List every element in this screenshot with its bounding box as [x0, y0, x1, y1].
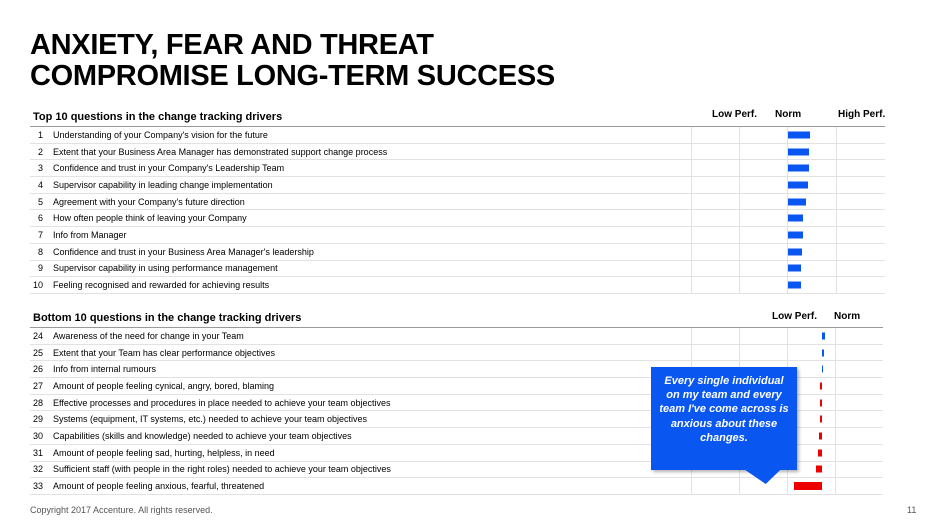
- top-row: [30, 193, 885, 210]
- question-number: 25: [30, 344, 51, 361]
- bar-cell: [835, 478, 883, 495]
- bar-cell: [835, 461, 883, 478]
- bar-cell: [836, 160, 885, 177]
- bar-cell: [787, 478, 835, 495]
- top-row: [30, 227, 885, 244]
- score-bar: [794, 482, 822, 490]
- score-bar: [820, 399, 822, 406]
- bar-cell: [787, 227, 836, 244]
- bar-cell: [836, 143, 885, 160]
- top-row: [30, 177, 885, 194]
- bar-cell: [691, 193, 739, 210]
- bar-cell: [836, 243, 885, 260]
- question-label: How often people think of leaving your Company: [51, 210, 691, 227]
- score-bar: [819, 432, 822, 439]
- bar-cell: [739, 193, 787, 210]
- top-row: [30, 277, 885, 294]
- bar-cell: [691, 260, 739, 277]
- top-col-low-perf: Low Perf.: [712, 109, 758, 120]
- score-bar: [788, 248, 802, 255]
- score-bar: [788, 282, 801, 289]
- bar-cell: [691, 344, 739, 361]
- bar-cell: [691, 177, 739, 194]
- bar-cell: [691, 478, 739, 495]
- question-label: Info from Manager: [51, 227, 691, 244]
- bottom-col-norm: Norm: [834, 311, 861, 322]
- top-row: [30, 243, 885, 260]
- bar-cell: [739, 227, 787, 244]
- question-label: Extent that your Business Area Manager has demonstrated support change process: [51, 143, 691, 160]
- bar-cell: [691, 143, 739, 160]
- bar-cell: [691, 160, 739, 177]
- bar-cell: [739, 160, 787, 177]
- top-row: [30, 143, 885, 160]
- question-label: Amount of people feeling anxious, fearful, threatened: [51, 478, 691, 495]
- question-label: Extent that your Team has clear performance objectives: [51, 344, 691, 361]
- top-table-heading: Top 10 questions in the change tracking drivers: [33, 111, 283, 123]
- bar-cell: [691, 243, 739, 260]
- bar-cell: [739, 328, 787, 344]
- bar-cell: [691, 227, 739, 244]
- bar-cell: [836, 210, 885, 227]
- title-line-2: COMPROMISE LONG-TERM SUCCESS: [30, 60, 555, 92]
- question-label: Confidence and trust in your Company's Leadership Team: [51, 160, 691, 177]
- score-bar: [822, 349, 824, 356]
- bar-cell: [835, 328, 883, 344]
- bar-cell: [836, 177, 885, 194]
- bar-cell: [836, 277, 885, 294]
- score-bar: [788, 198, 806, 205]
- bar-cell: [836, 260, 885, 277]
- copyright-footer: Copyright 2017 Accenture. All rights reserved.: [30, 505, 213, 515]
- bottom-table-heading: Bottom 10 questions in the change tracking drivers: [33, 312, 302, 324]
- score-bar: [822, 366, 823, 373]
- question-label: Info from internal rumours: [51, 361, 691, 378]
- question-label: Supervisor capability in leading change implementation: [51, 177, 691, 194]
- question-number: 1: [30, 127, 51, 143]
- question-label: Understanding of your Company's vision for the future: [51, 127, 691, 143]
- score-bar: [788, 265, 801, 272]
- score-bar: [788, 215, 803, 222]
- bar-cell: [836, 227, 885, 244]
- score-bar: [788, 131, 810, 138]
- question-label: Sufficient staff (with people in the right roles) needed to achieve your team objectives: [51, 461, 691, 478]
- score-bar: [822, 332, 825, 339]
- score-bar: [820, 416, 822, 423]
- page-number: 11: [907, 505, 917, 515]
- question-label: Confidence and trust in your Business Area Manager's leadership: [51, 243, 691, 260]
- score-bar: [820, 382, 822, 389]
- bar-cell: [787, 193, 836, 210]
- bar-cell: [787, 328, 835, 344]
- bar-cell: [835, 444, 883, 461]
- top-col-high-perf: High Perf.: [838, 109, 886, 120]
- bar-cell: [787, 344, 835, 361]
- bar-cell: [836, 127, 885, 143]
- bar-cell: [739, 260, 787, 277]
- question-number: 26: [30, 361, 51, 378]
- bar-cell: [739, 210, 787, 227]
- bar-cell: [739, 277, 787, 294]
- quote-callout-text: Every single individual on my team and every team I've come across is anxious about these changes.: [659, 375, 789, 444]
- question-number: 9: [30, 260, 51, 277]
- question-label: Effective processes and procedures in place needed to achieve your team objectives: [51, 394, 691, 411]
- question-number: 24: [30, 328, 51, 344]
- bar-cell: [835, 394, 883, 411]
- bar-cell: [835, 411, 883, 428]
- question-number: 8: [30, 243, 51, 260]
- bar-cell: [739, 177, 787, 194]
- bar-cell: [835, 344, 883, 361]
- score-bar: [788, 231, 803, 238]
- bar-cell: [739, 143, 787, 160]
- question-label: Capabilities (skills and knowledge) needed to achieve your team objectives: [51, 428, 691, 445]
- question-label: Systems (equipment, IT systems, etc.) needed to achieve your team objectives: [51, 411, 691, 428]
- question-number: 32: [30, 461, 51, 478]
- bar-cell: [835, 378, 883, 395]
- score-bar: [816, 466, 822, 473]
- bottom-row: [30, 344, 883, 361]
- top-questions-table: [30, 127, 885, 294]
- bar-cell: [787, 277, 836, 294]
- bottom-col-low-perf: Low Perf.: [772, 311, 818, 322]
- quote-callout: [651, 367, 797, 470]
- question-label: Awareness of the need for change in your Team: [51, 328, 691, 344]
- question-number: 28: [30, 394, 51, 411]
- bar-cell: [691, 127, 739, 143]
- question-number: 6: [30, 210, 51, 227]
- question-label: Agreement with your Company's future direction: [51, 193, 691, 210]
- question-number: 10: [30, 277, 51, 294]
- score-bar: [818, 449, 822, 456]
- top-row: [30, 160, 885, 177]
- title-line-1: ANXIETY, FEAR AND THREAT: [30, 29, 434, 61]
- question-number: 31: [30, 444, 51, 461]
- top-col-norm: Norm: [775, 109, 802, 120]
- question-number: 7: [30, 227, 51, 244]
- bar-cell: [787, 127, 836, 143]
- bar-cell: [787, 177, 836, 194]
- question-number: 4: [30, 177, 51, 194]
- bar-cell: [739, 243, 787, 260]
- score-bar: [788, 181, 808, 188]
- bar-cell: [691, 328, 739, 344]
- question-label: Amount of people feeling cynical, angry, bored, blaming: [51, 378, 691, 395]
- question-number: 3: [30, 160, 51, 177]
- bar-cell: [739, 127, 787, 143]
- bottom-row: [30, 328, 883, 344]
- question-number: 27: [30, 378, 51, 395]
- bar-cell: [739, 344, 787, 361]
- bar-cell: [787, 143, 836, 160]
- bar-cell: [836, 193, 885, 210]
- bar-cell: [691, 277, 739, 294]
- slide-title: [30, 30, 555, 92]
- question-number: 29: [30, 411, 51, 428]
- question-number: 5: [30, 193, 51, 210]
- question-label: Feeling recognised and rewarded for achieving results: [51, 277, 691, 294]
- quote-callout-pointer: [742, 468, 789, 484]
- question-label: Amount of people feeling sad, hurting, helpless, in need: [51, 444, 691, 461]
- bar-cell: [835, 428, 883, 445]
- score-bar: [788, 148, 809, 155]
- question-number: 2: [30, 143, 51, 160]
- bar-cell: [787, 243, 836, 260]
- bar-cell: [787, 210, 836, 227]
- top-row: [30, 210, 885, 227]
- score-bar: [788, 165, 809, 172]
- question-number: 30: [30, 428, 51, 445]
- bar-cell: [835, 361, 883, 378]
- question-number: 33: [30, 478, 51, 495]
- bar-cell: [691, 210, 739, 227]
- top-row: [30, 260, 885, 277]
- bar-cell: [787, 160, 836, 177]
- top-row: [30, 127, 885, 143]
- question-label: Supervisor capability in using performance management: [51, 260, 691, 277]
- bar-cell: [787, 260, 836, 277]
